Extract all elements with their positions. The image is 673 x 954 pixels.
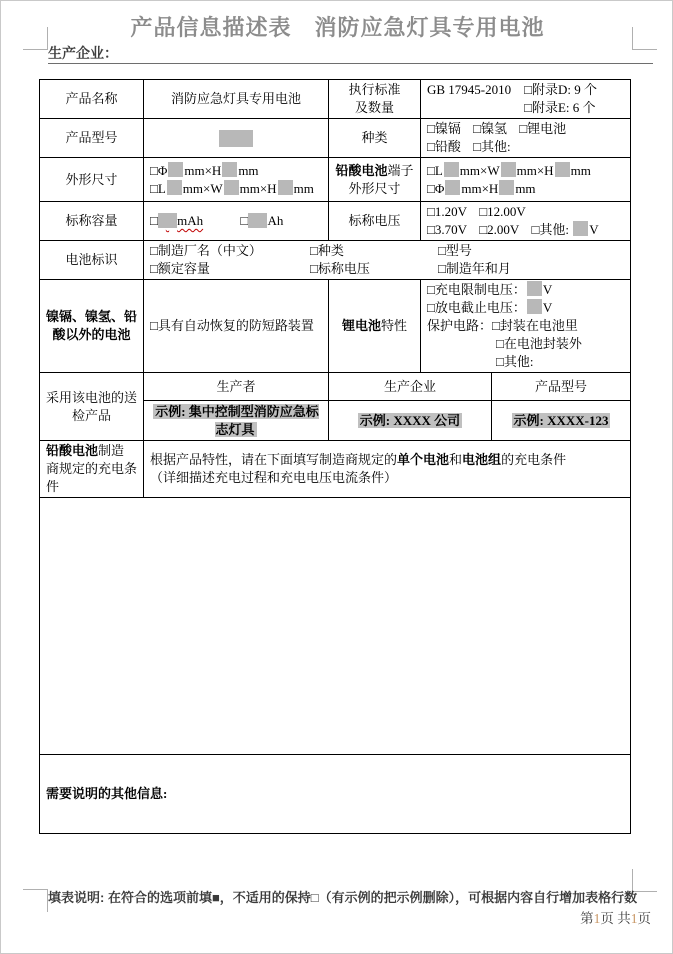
producer-label: 生产企业： [48,45,118,61]
checkbox-1v2[interactable]: □1.20V [427,204,467,219]
checkbox-12v[interactable]: □12.00V [479,204,526,219]
battery-type-options [421,119,631,158]
redacted-value-box [501,162,516,177]
row-dimensions [40,158,631,202]
page-text: 页 [637,911,651,926]
field-text: mm×W [182,180,223,196]
redacted-value-box [278,180,293,195]
current-page-number: 1 [593,911,601,926]
checkbox-capacity-mah[interactable] [150,213,203,228]
instr-pack: 电池组 [462,452,502,467]
unit-mah: mAh [177,213,204,228]
checkbox-short-circuit-protect[interactable]: □具有自动恢复的防短路装置 [144,280,329,373]
row-other-info [40,755,631,834]
checkbox-capacity-ah[interactable] [240,213,283,228]
label-product-name: 产品名称 [40,80,144,119]
page-title: 产品信息描述表 消防应急灯具专用电池 [130,15,545,40]
redacted-value-box [573,221,588,236]
voltage-options [421,202,631,241]
redacted-value-box [527,299,542,314]
label-nominal-capacity: 标称容量 [40,202,144,241]
field-text: mm [515,180,536,196]
other-info-area[interactable] [40,755,631,834]
margin-corner-mark-bottom-left [23,889,48,912]
redacted-value-box [499,180,514,195]
checkbox-lithium[interactable]: □锂电池 [519,121,567,136]
label-terminal-dim: 外形尺寸 [348,180,401,196]
checkbox-glyph: □ [150,213,158,228]
label-protect-circuit: 保护电路： [427,318,493,333]
example-producer [144,401,329,441]
checkbox-nominal-voltage[interactable]: □标称电压 [310,261,370,276]
value-product-model[interactable] [144,119,329,158]
redacted-value-box [224,180,239,195]
label-terminal: 端子 [387,162,414,178]
value-product-name: 消防应急灯具专用电池 [144,80,329,119]
field-text: mm [293,180,314,196]
redacted-value-box [167,180,182,195]
example-model [492,401,631,441]
field-text: □充电限制电压： [427,282,526,297]
row-sample-products-header [40,373,631,401]
field-text: mm×H [516,162,554,178]
row-model-type [40,119,631,158]
row-capacity-voltage [40,202,631,241]
row-battery-features [40,280,631,373]
row-charging-conditions [40,441,631,498]
example-enterprise [329,401,492,441]
redacted-value-box [527,281,542,296]
redacted-value-box [222,162,237,177]
checkbox-voltage-other[interactable] [532,222,599,237]
page-number [401,907,651,927]
checkbox-protect-other[interactable]: □其他: [496,354,534,369]
instr-text: 和 [449,452,463,467]
header-producer: 生产者 [144,373,329,401]
label-non-standard-battery: 镍镉、镍氢、铅酸以外的电池 [40,280,144,373]
checkbox-glyph: □ [240,213,249,228]
checkbox-rated-capacity[interactable]: □额定容量 [150,261,210,276]
total-page-number: 1 [630,911,638,926]
label-battery-type: 种类 [329,119,421,158]
dimension-options [144,158,329,202]
page-text: 页 共 [600,911,631,926]
redacted-capacity-value [248,213,267,228]
instr-detail: （详细描述充电过程和充电电压电流条件） [150,470,398,485]
field-text: mm×W [459,162,500,178]
row-battery-marking [40,241,631,280]
marking-options [144,241,631,280]
label-battery-marking: 电池标识 [40,241,144,280]
checkbox-nicd[interactable]: □镍镉 [427,121,461,136]
instr-text: 的充电条件 [501,452,567,467]
field-text: □L [150,180,166,196]
row-charging-fill-area [40,498,631,755]
checkbox-lead-acid[interactable]: □铅酸 [427,139,461,154]
label-product-model: 产品型号 [40,119,144,158]
field-text: V [542,282,553,297]
capacity-options [144,202,329,241]
value-standard [421,80,631,119]
checkbox-model[interactable]: □型号 [438,243,472,258]
checkbox-kind[interactable]: □种类 [310,243,344,258]
checkbox-2v[interactable]: □2.00V [479,222,520,237]
example-model-text: 示例: XXXX-123 [513,412,609,428]
checkbox-annex-e[interactable]: □附录E: 6 个 [524,100,596,115]
field-text: □其他: [531,222,573,237]
redacted-model-value [219,130,253,147]
field-text: □Φ [427,180,445,196]
checkbox-terminal-lwh[interactable] [427,162,624,180]
field-text: mm×H [239,180,277,196]
checkbox-charge-limit-voltage[interactable] [427,281,624,299]
field-text: □Φ [150,162,168,178]
field-text: mm [570,162,591,178]
header-model: 产品型号 [492,373,631,401]
standard-number: GB 17945-2010 [427,82,512,97]
field-text: □放电截止电压： [427,300,526,315]
lithium-feature-options [421,280,631,373]
field-text: mm×H [184,162,222,178]
producer-field [48,43,653,64]
checkbox-maker-name[interactable]: □制造厂名（中文） [150,243,262,258]
label-qty: 及数量 [354,100,394,115]
unit-ah: Ah [267,213,284,228]
redacted-value-box [445,180,460,195]
charging-instructions [144,441,631,498]
checkbox-3v7[interactable]: □3.70V [427,222,467,237]
label-lithium-features [329,280,421,373]
checkbox-dim-lwh[interactable] [150,180,322,198]
example-enterprise-text: 示例: XXXX 公司 [359,412,461,428]
redacted-value-box [444,162,459,177]
checkbox-protect-inside[interactable]: □封装在电池里 [492,318,578,333]
label-lead-acid-bold: 铅酸电池 [46,443,99,458]
product-info-table [39,79,631,834]
label-lead-acid-terminal [329,158,421,202]
example-producer-text: 示例: 集中控制型消防应急标志灯具 [155,403,319,437]
checkbox-manufacture-date[interactable]: □制造年和月 [438,261,511,276]
checkbox-protect-outside[interactable]: □在电池封装外 [496,336,582,351]
label-sample-products: 采用该电池的送检产品 [40,373,144,441]
label-standard-qty [329,80,421,119]
label-lead-acid-charging [40,441,144,498]
label-charging-rest: 制造商规定的充电条件 [46,443,138,494]
label-lead-acid-bold: 铅酸电池 [335,162,388,178]
label-standard: 执行标准 [348,82,401,97]
label-features: 特性 [381,318,408,333]
checkbox-type-other[interactable]: □其他: [473,139,511,154]
checkbox-annex-d[interactable]: □附录D: 9 个 [524,82,597,97]
label-lithium-bold: 锂电池 [341,318,381,333]
header-enterprise: 生产企业 [329,373,492,401]
checkbox-nimh[interactable]: □镍氢 [473,121,507,136]
redacted-capacity-value [158,213,177,228]
page-text: 第 [580,911,594,926]
label-nominal-voltage: 标称电压 [329,202,421,241]
fill-instructions: 填表说明: 在符合的选项前填■，不适用的保持□（有示例的把示例删除），可根据内容自行增加表格行数 [48,890,638,905]
row-product-name [40,80,631,119]
label-dimensions: 外形尺寸 [40,158,144,202]
field-text: mm [238,162,259,178]
charging-conditions-fill-area[interactable] [40,498,631,755]
producer-input[interactable] [118,45,653,63]
instr-single-cell: 单个电池 [397,452,450,467]
field-text: mm×H [461,180,499,196]
checkbox-terminal-phi-h[interactable] [427,180,624,198]
field-text: V [589,222,599,237]
redacted-value-box [555,162,570,177]
instr-text: 根据产品特性，请在下面填写制造商规定的 [150,452,398,467]
field-text: □L [427,162,443,178]
checkbox-discharge-cutoff-voltage[interactable] [427,299,624,317]
terminal-dimension-options [421,158,631,202]
label-other-info: 需要说明的其他信息: [46,786,168,801]
checkbox-dim-phi-h[interactable] [150,162,322,180]
field-text: V [542,300,553,315]
redacted-value-box [168,162,183,177]
